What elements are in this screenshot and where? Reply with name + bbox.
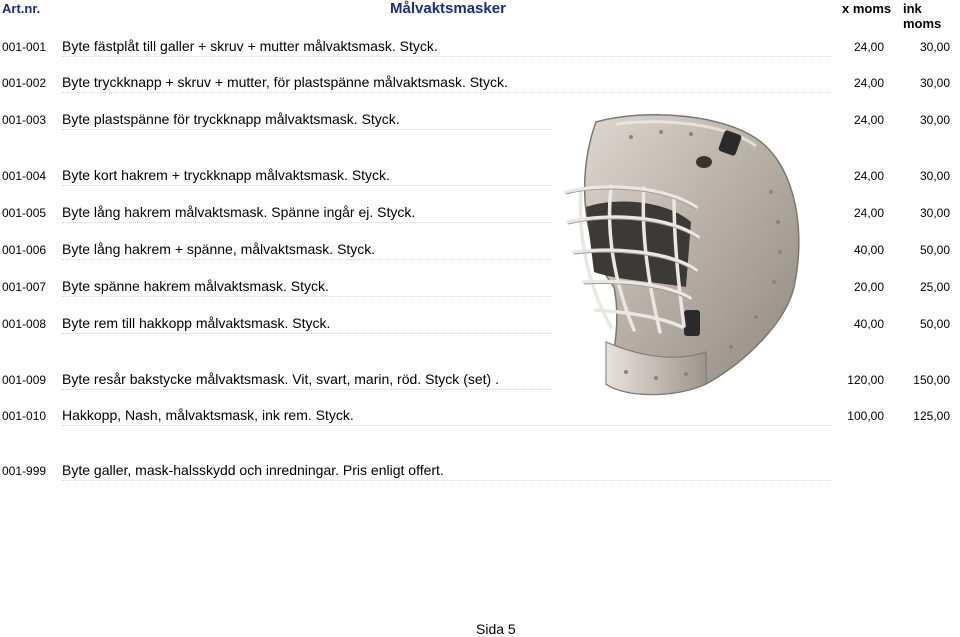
table-row [0, 462, 960, 482]
price-x-moms: 40,00 [853, 243, 884, 257]
row-divider [62, 185, 552, 186]
price-ink-moms: 30,00 [919, 206, 950, 220]
article-number: 001-003 [2, 113, 47, 127]
article-description: Byte lång hakrem + spänne, målvaktsmask. Styck. [62, 241, 376, 257]
row-divider [62, 480, 832, 481]
article-number: 001-007 [2, 280, 47, 294]
table-row [0, 407, 960, 427]
price-ink-moms: 25,00 [919, 280, 950, 294]
price-x-moms: 24,00 [853, 40, 884, 54]
header-x-moms: x moms [842, 1, 892, 16]
row-divider [62, 296, 552, 297]
article-number: 001-009 [2, 373, 47, 387]
price-x-moms: 24,00 [853, 169, 884, 183]
price-x-moms: 24,00 [853, 113, 884, 127]
article-description: Byte plastspänne för tryckknapp målvaktsmask. Styck. [62, 111, 400, 127]
article-description: Byte lång hakrem målvaktsmask. Spänne ingår ej. Styck. [62, 204, 416, 220]
row-divider [62, 92, 832, 93]
article-description: Byte spänne hakrem målvaktsmask. Styck. [62, 278, 329, 294]
article-description: Byte rem till hakkopp målvaktsmask. Styck. [62, 315, 331, 331]
price-x-moms: 24,00 [853, 76, 884, 90]
price-ink-moms: 50,00 [919, 243, 950, 257]
article-description: Byte resår bakstycke målvaktsmask. Vit, svart, marin, röd. Styck (set) . [62, 371, 499, 387]
article-number: 001-004 [2, 169, 47, 183]
row-divider [62, 129, 552, 130]
row-divider [62, 425, 832, 426]
article-number: 001-999 [2, 464, 47, 478]
page-number: Sida 5 [476, 621, 516, 637]
article-description: Hakkopp, Nash, målvaktsmask, ink rem. Styck. [62, 407, 354, 423]
article-number: 001-010 [2, 409, 47, 423]
article-number: 001-005 [2, 206, 47, 220]
article-description: Byte kort hakrem + tryckknapp målvaktsmask. Styck. [62, 167, 390, 183]
row-divider [62, 389, 552, 390]
row-divider [62, 333, 552, 334]
row-divider [62, 222, 552, 223]
price-x-moms: 120,00 [847, 373, 884, 387]
price-ink-moms: 30,00 [919, 76, 950, 90]
article-number: 001-006 [2, 243, 47, 257]
price-ink-moms: 30,00 [919, 169, 950, 183]
price-ink-moms: 150,00 [913, 373, 950, 387]
row-divider [62, 56, 832, 57]
row-divider [62, 259, 552, 260]
table-row [0, 74, 960, 94]
price-ink-moms: 125,00 [913, 409, 950, 423]
article-number: 001-002 [2, 76, 47, 90]
price-ink-moms: 30,00 [919, 113, 950, 127]
article-description: Byte fästplåt till galler + skruv + mutter målvaktsmask. Styck. [62, 38, 438, 54]
article-number: 001-001 [2, 40, 47, 54]
table-row [0, 38, 960, 58]
goalie-mask-photo [556, 112, 818, 398]
price-x-moms: 20,00 [853, 280, 884, 294]
price-x-moms: 40,00 [853, 317, 884, 331]
price-ink-moms: 30,00 [919, 40, 950, 54]
article-description: Byte galler, mask-halsskydd och inredningar. Pris enligt offert. [62, 462, 444, 478]
price-x-moms: 100,00 [847, 409, 884, 423]
price-ink-moms: 50,00 [919, 317, 950, 331]
article-number: 001-008 [2, 317, 47, 331]
article-description: Byte tryckknapp + skruv + mutter, för plastspänne målvaktsmask. Styck. [62, 74, 508, 90]
price-x-moms: 24,00 [853, 206, 884, 220]
header-art-nr: Art.nr. [2, 1, 41, 16]
page-title: Målvaktsmasker [390, 0, 506, 17]
header-ink-moms: ink moms [903, 1, 942, 31]
